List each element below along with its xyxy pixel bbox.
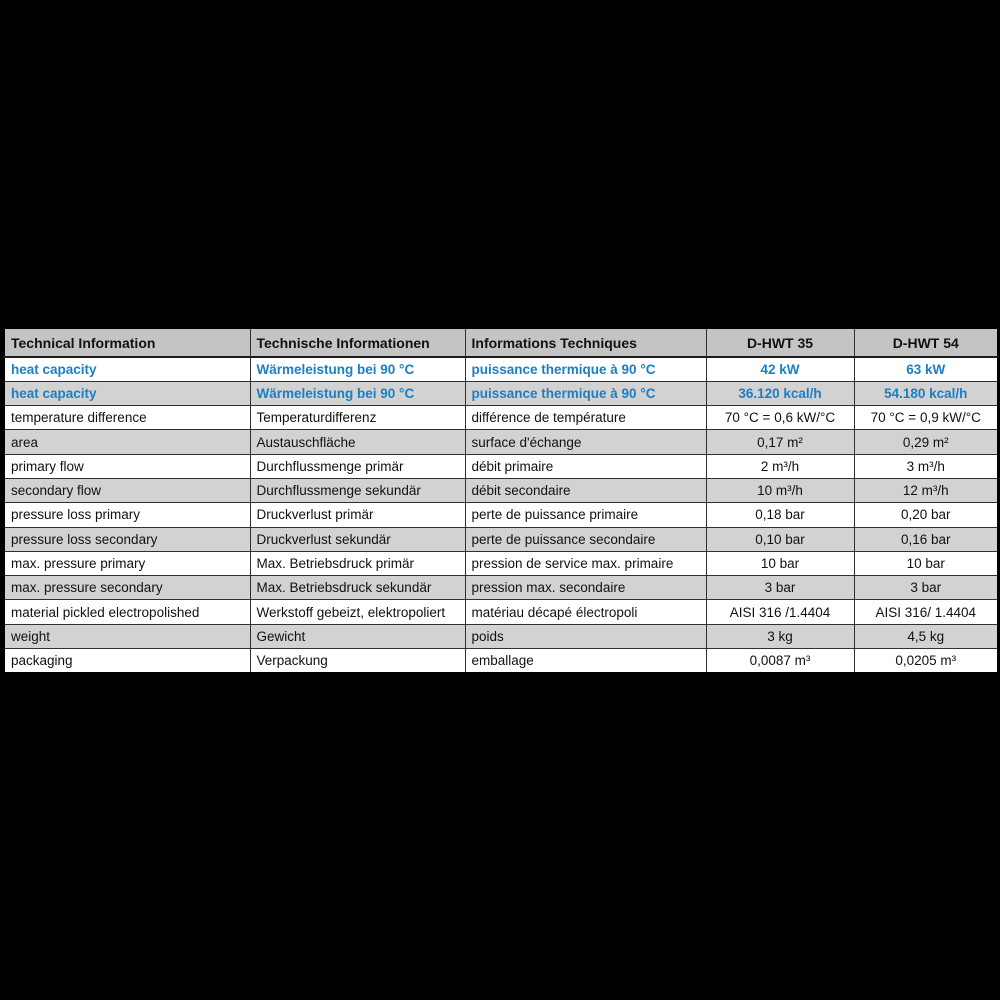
cell-value-d-hwt-35: 0,17 m²: [706, 430, 854, 454]
cell-label-french: matériau décapé électropoli: [465, 600, 706, 624]
cell-value-d-hwt-35: AISI 316 /1.4404: [706, 600, 854, 624]
cell-label-french: pression max. secondaire: [465, 576, 706, 600]
cell-label-english: primary flow: [4, 454, 250, 478]
cell-label-german: Durchflussmenge primär: [250, 454, 465, 478]
cell-value-d-hwt-54: 70 °C = 0,9 kW/°C: [854, 406, 998, 430]
cell-label-german: Temperaturdifferenz: [250, 406, 465, 430]
cell-value-d-hwt-54: AISI 316/ 1.4404: [854, 600, 998, 624]
cell-label-german: Austauschfläche: [250, 430, 465, 454]
cell-value-d-hwt-54: 10 bar: [854, 551, 998, 575]
table-row: [4, 357, 998, 381]
column-header-informations-techniques: Informations Techniques: [465, 328, 706, 357]
cell-value-d-hwt-54: 0,20 bar: [854, 503, 998, 527]
cell-label-german: Max. Betriebsdruck sekundär: [250, 576, 465, 600]
cell-value-d-hwt-35: 36.120 kcal/h: [706, 381, 854, 405]
table-body: [4, 357, 998, 673]
cell-label-german: Werkstoff gebeizt, elektropoliert: [250, 600, 465, 624]
cell-label-english: pressure loss primary: [4, 503, 250, 527]
cell-value-d-hwt-54: 3 bar: [854, 576, 998, 600]
cell-value-d-hwt-54: 3 m³/h: [854, 454, 998, 478]
cell-value-d-hwt-35: 10 bar: [706, 551, 854, 575]
table-row: [4, 503, 998, 527]
cell-value-d-hwt-35: 2 m³/h: [706, 454, 854, 478]
cell-label-english: heat capacity: [4, 357, 250, 381]
cell-label-english: pressure loss secondary: [4, 527, 250, 551]
cell-label-german: Durchflussmenge sekundär: [250, 478, 465, 502]
table-row: [4, 576, 998, 600]
cell-value-d-hwt-35: 42 kW: [706, 357, 854, 381]
cell-label-german: Wärmeleistung bei 90 °C: [250, 381, 465, 405]
cell-label-french: puissance thermique à 90 °C: [465, 381, 706, 405]
cell-value-d-hwt-54: 54.180 kcal/h: [854, 381, 998, 405]
cell-label-french: pression de service max. primaire: [465, 551, 706, 575]
cell-label-english: secondary flow: [4, 478, 250, 502]
table-row: [4, 454, 998, 478]
cell-label-english: temperature difference: [4, 406, 250, 430]
cell-value-d-hwt-35: 3 kg: [706, 624, 854, 648]
table-row: [4, 478, 998, 502]
cell-label-french: débit secondaire: [465, 478, 706, 502]
table-row: [4, 430, 998, 454]
cell-value-d-hwt-35: 0,10 bar: [706, 527, 854, 551]
cell-label-german: Max. Betriebsdruck primär: [250, 551, 465, 575]
cell-value-d-hwt-35: 10 m³/h: [706, 478, 854, 502]
cell-label-english: max. pressure primary: [4, 551, 250, 575]
cell-label-german: Druckverlust sekundär: [250, 527, 465, 551]
cell-label-french: perte de puissance secondaire: [465, 527, 706, 551]
cell-label-english: max. pressure secondary: [4, 576, 250, 600]
cell-label-english: heat capacity: [4, 381, 250, 405]
column-header-d-hwt-35: D-HWT 35: [706, 328, 854, 357]
cell-label-english: packaging: [4, 649, 250, 673]
cell-label-french: débit primaire: [465, 454, 706, 478]
cell-value-d-hwt-54: 0,29 m²: [854, 430, 998, 454]
cell-value-d-hwt-54: 4,5 kg: [854, 624, 998, 648]
cell-label-german: Druckverlust primär: [250, 503, 465, 527]
cell-label-french: différence de température: [465, 406, 706, 430]
cell-value-d-hwt-35: 0,0087 m³: [706, 649, 854, 673]
cell-value-d-hwt-54: 0,0205 m³: [854, 649, 998, 673]
column-header-d-hwt-54: D-HWT 54: [854, 328, 998, 357]
table-row: [4, 381, 998, 405]
cell-label-english: weight: [4, 624, 250, 648]
table-row: [4, 624, 998, 648]
cell-label-french: surface d'échange: [465, 430, 706, 454]
cell-label-german: Verpackung: [250, 649, 465, 673]
cell-label-french: poids: [465, 624, 706, 648]
cell-label-french: emballage: [465, 649, 706, 673]
cell-value-d-hwt-54: 0,16 bar: [854, 527, 998, 551]
column-header-technical-information: Technical Information: [4, 328, 250, 357]
cell-label-english: material pickled electropolished: [4, 600, 250, 624]
cell-label-german: Gewicht: [250, 624, 465, 648]
table-row: [4, 551, 998, 575]
table-row: [4, 600, 998, 624]
cell-value-d-hwt-54: 12 m³/h: [854, 478, 998, 502]
cell-value-d-hwt-35: 3 bar: [706, 576, 854, 600]
cell-label-german: Wärmeleistung bei 90 °C: [250, 357, 465, 381]
cell-label-french: perte de puissance primaire: [465, 503, 706, 527]
cell-value-d-hwt-54: 63 kW: [854, 357, 998, 381]
column-header-technische-informationen: Technische Informationen: [250, 328, 465, 357]
cell-label-english: area: [4, 430, 250, 454]
table-header-row: [4, 328, 998, 357]
cell-value-d-hwt-35: 0,18 bar: [706, 503, 854, 527]
technical-info-table: [3, 327, 999, 674]
table-row: [4, 527, 998, 551]
cell-label-french: puissance thermique à 90 °C: [465, 357, 706, 381]
table-row: [4, 406, 998, 430]
table-row: [4, 649, 998, 673]
cell-value-d-hwt-35: 70 °C = 0,6 kW/°C: [706, 406, 854, 430]
